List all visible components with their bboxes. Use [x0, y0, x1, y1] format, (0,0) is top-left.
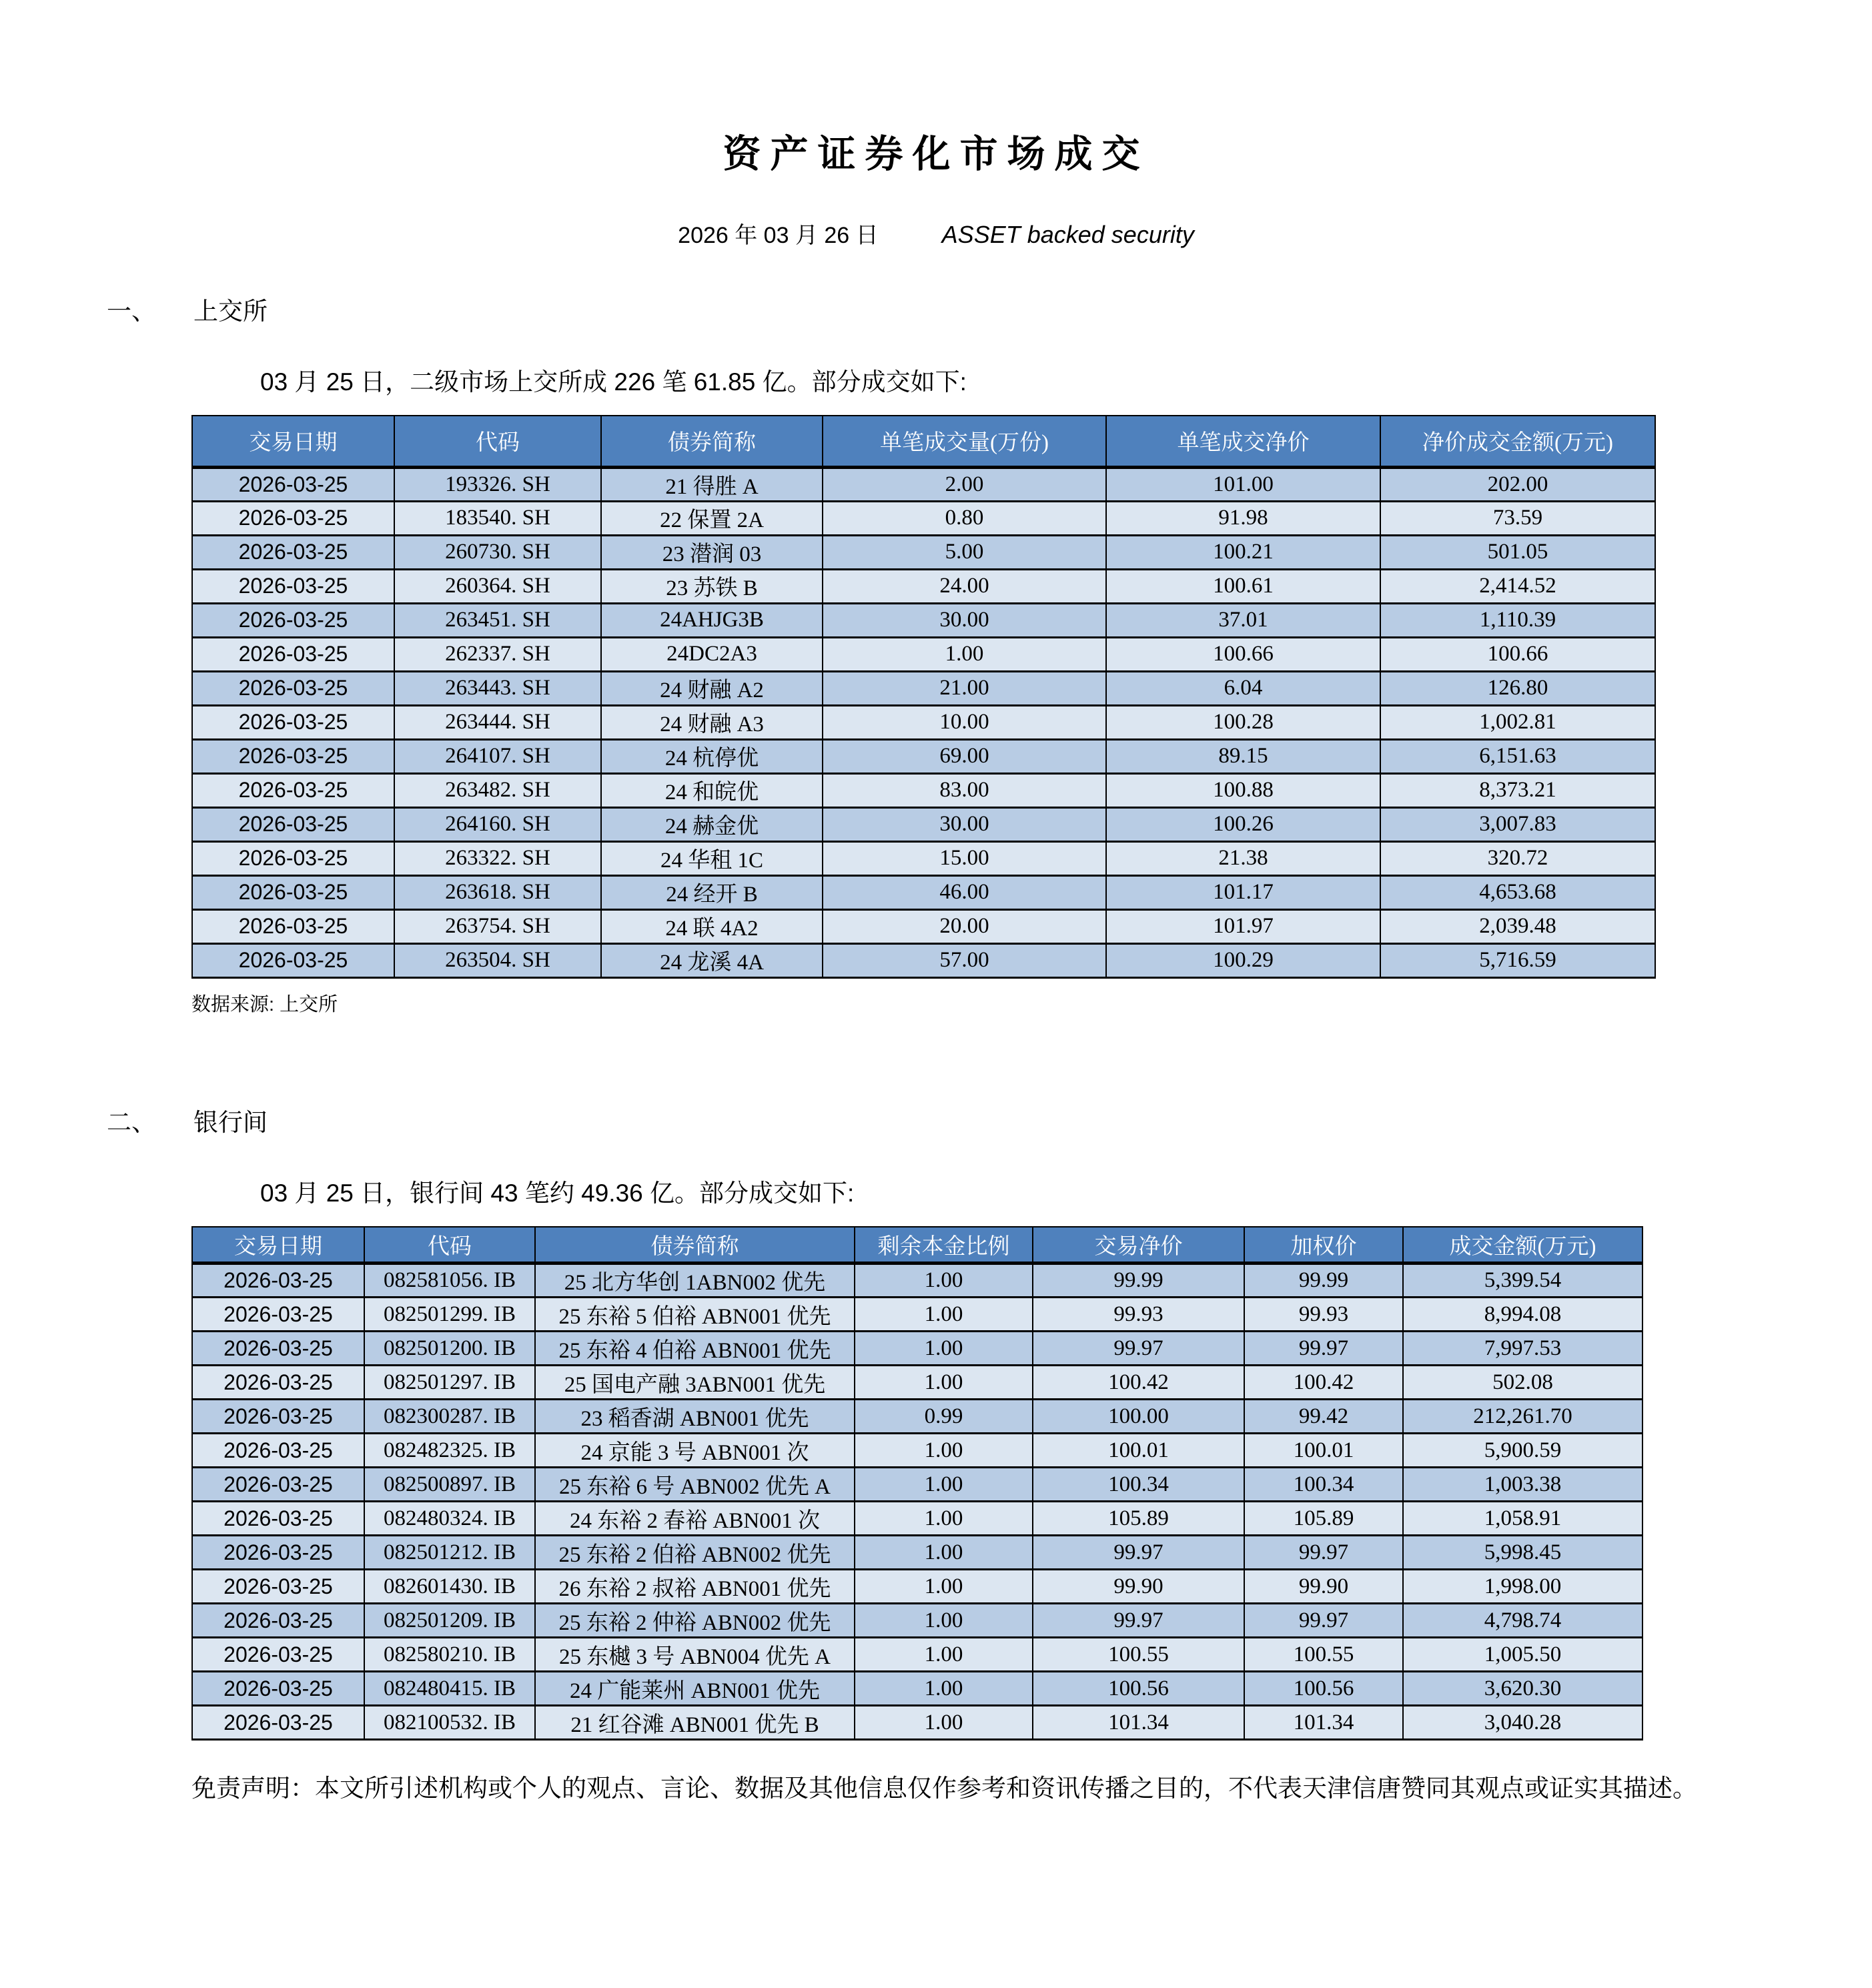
table-cell: 5,716.59	[1380, 943, 1655, 977]
table-cell: 082501212. IB	[364, 1536, 535, 1570]
table-cell: 263504. SH	[394, 943, 601, 977]
table-cell: 24 和皖优	[601, 773, 823, 807]
column-header: 债券简称	[535, 1227, 855, 1264]
table-cell: 100.55	[1244, 1638, 1403, 1672]
table-cell: 24 龙溪 4A	[601, 943, 823, 977]
column-header: 单笔成交量(万份)	[823, 416, 1106, 467]
table-row	[192, 1706, 1643, 1740]
table-cell: 99.99	[1244, 1264, 1403, 1298]
table-cell: 2026-03-25	[192, 1502, 364, 1536]
table-cell: 1.00	[855, 1672, 1033, 1706]
table-cell: 0.99	[855, 1400, 1033, 1434]
table-cell: 183540. SH	[394, 501, 601, 535]
table-cell: 2026-03-25	[192, 1264, 364, 1298]
section-2-heading	[107, 1102, 1872, 1138]
table-cell: 260730. SH	[394, 535, 601, 569]
table-cell: 3,040.28	[1403, 1706, 1643, 1740]
table-cell: 25 国电产融 3ABN001 优先	[535, 1366, 855, 1400]
table-cell: 21 得胜 A	[601, 467, 823, 501]
data-source-note: 数据来源: 上交所	[191, 993, 338, 1015]
table-cell: 24 杭停优	[601, 739, 823, 773]
table-cell: 082480324. IB	[364, 1502, 535, 1536]
section-1-heading	[107, 291, 1872, 327]
table-cell: 2026-03-25	[192, 1400, 364, 1434]
table-cell: 2026-03-25	[192, 841, 394, 875]
date-line	[0, 217, 1872, 250]
table-cell: 8,994.08	[1403, 1298, 1643, 1332]
table-cell: 3,620.30	[1403, 1672, 1643, 1706]
table-cell: 2026-03-25	[192, 501, 394, 535]
table-cell: 99.97	[1033, 1536, 1244, 1570]
table-cell: 2026-03-25	[192, 1536, 364, 1570]
table-cell: 1.00	[823, 637, 1106, 671]
table-cell: 100.00	[1033, 1400, 1244, 1434]
table-cell: 5,900.59	[1403, 1434, 1643, 1468]
column-header: 交易日期	[192, 1227, 364, 1264]
table-cell: 100.21	[1106, 535, 1380, 569]
table-row	[192, 1536, 1643, 1570]
table-cell: 24 华租 1C	[601, 841, 823, 875]
table-cell: 082482325. IB	[364, 1434, 535, 1468]
section-2-number: 二、	[107, 1108, 156, 1136]
table-cell: 25 东裕 2 仲裕 ABN002 优先	[535, 1604, 855, 1638]
table-cell: 100.56	[1244, 1672, 1403, 1706]
table-row	[192, 875, 1655, 909]
section-1-title: 上交所	[193, 298, 268, 325]
table-cell: 2026-03-25	[192, 467, 394, 501]
table-row	[192, 1298, 1643, 1332]
table-row	[192, 943, 1655, 977]
table-cell: 1.00	[855, 1536, 1033, 1570]
table-row	[192, 1366, 1643, 1400]
table-cell: 3,007.83	[1380, 807, 1655, 841]
table-row	[192, 705, 1655, 739]
column-header: 代码	[364, 1227, 535, 1264]
table-row	[192, 637, 1655, 671]
table-cell: 4,798.74	[1403, 1604, 1643, 1638]
table-cell: 263618. SH	[394, 875, 601, 909]
table-cell: 101.34	[1244, 1706, 1403, 1740]
table-cell: 2026-03-25	[192, 1638, 364, 1672]
table-cell: 2026-03-25	[192, 875, 394, 909]
column-header: 剩余本金比例	[855, 1227, 1033, 1264]
table-cell: 69.00	[823, 739, 1106, 773]
table-cell: 1.00	[855, 1434, 1033, 1468]
table-row	[192, 1332, 1643, 1366]
column-header: 加权价	[1244, 1227, 1403, 1264]
table-cell: 5,399.54	[1403, 1264, 1643, 1298]
table-cell: 2026-03-25	[192, 535, 394, 569]
table-cell: 57.00	[823, 943, 1106, 977]
table-cell: 99.99	[1033, 1264, 1244, 1298]
table-cell: 91.98	[1106, 501, 1380, 535]
table-cell: 101.97	[1106, 909, 1380, 943]
table-cell: 263451. SH	[394, 603, 601, 637]
table-cell: 2026-03-25	[192, 1298, 364, 1332]
table-cell: 1.00	[855, 1264, 1033, 1298]
table-cell: 24 广能莱州 ABN001 优先	[535, 1672, 855, 1706]
table-row	[192, 909, 1655, 943]
table-row	[192, 1502, 1643, 1536]
table-cell: 99.93	[1033, 1298, 1244, 1332]
table-cell: 24 财融 A3	[601, 705, 823, 739]
table-header-row	[192, 416, 1655, 467]
table-cell: 082100532. IB	[364, 1706, 535, 1740]
interbank-transactions-table	[191, 1226, 1643, 1741]
table-cell: 2026-03-25	[192, 773, 394, 807]
table-row	[192, 1400, 1643, 1434]
table-cell: 263322. SH	[394, 841, 601, 875]
table-cell: 100.34	[1033, 1468, 1244, 1502]
table-row	[192, 535, 1655, 569]
table-cell: 2026-03-25	[192, 1570, 364, 1604]
table-cell: 2026-03-25	[192, 705, 394, 739]
table-cell: 99.97	[1244, 1332, 1403, 1366]
table-cell: 101.00	[1106, 467, 1380, 501]
table-cell: 2026-03-25	[192, 637, 394, 671]
column-header: 债券简称	[601, 416, 823, 467]
table-cell: 2026-03-25	[192, 1706, 364, 1740]
table-cell: 25 东裕 4 伯裕 ABN001 优先	[535, 1332, 855, 1366]
table-cell: 89.15	[1106, 739, 1380, 773]
table-cell: 082501200. IB	[364, 1332, 535, 1366]
table-cell: 2,039.48	[1380, 909, 1655, 943]
table-cell: 1,110.39	[1380, 603, 1655, 637]
table-cell: 082300287. IB	[364, 1400, 535, 1434]
table-cell: 1,002.81	[1380, 705, 1655, 739]
table-cell: 25 东裕 5 伯裕 ABN001 优先	[535, 1298, 855, 1332]
table-cell: 101.17	[1106, 875, 1380, 909]
table-row	[192, 1468, 1643, 1502]
table-cell: 082601430. IB	[364, 1570, 535, 1604]
table-cell: 2026-03-25	[192, 909, 394, 943]
table-cell: 2,414.52	[1380, 569, 1655, 603]
table-cell: 1.00	[855, 1468, 1033, 1502]
table-cell: 263444. SH	[394, 705, 601, 739]
table-cell: 100.55	[1033, 1638, 1244, 1672]
table-cell: 99.97	[1244, 1604, 1403, 1638]
table-cell: 26 东裕 2 叔裕 ABN001 优先	[535, 1570, 855, 1604]
table-cell: 23 苏铁 B	[601, 569, 823, 603]
table-cell: 320.72	[1380, 841, 1655, 875]
table-cell: 2026-03-25	[192, 1332, 364, 1366]
table-cell: 126.80	[1380, 671, 1655, 705]
table-cell: 263482. SH	[394, 773, 601, 807]
table-cell: 2.00	[823, 467, 1106, 501]
table-cell: 24 经开 B	[601, 875, 823, 909]
table-cell: 20.00	[823, 909, 1106, 943]
column-header: 代码	[394, 416, 601, 467]
table-cell: 37.01	[1106, 603, 1380, 637]
table-cell: 502.08	[1403, 1366, 1643, 1400]
section-2-title: 银行间	[193, 1108, 268, 1136]
table-cell: 2026-03-25	[192, 943, 394, 977]
table-cell: 264160. SH	[394, 807, 601, 841]
report-date: 2026 年 03 月 26 日	[678, 223, 879, 248]
table-cell: 2026-03-25	[192, 671, 394, 705]
table-cell: 83.00	[823, 773, 1106, 807]
table-cell: 082500897. IB	[364, 1468, 535, 1502]
table-cell: 260364. SH	[394, 569, 601, 603]
table-cell: 082480415. IB	[364, 1672, 535, 1706]
table-cell: 100.01	[1033, 1434, 1244, 1468]
table-cell: 264107. SH	[394, 739, 601, 773]
table-cell: 105.89	[1033, 1502, 1244, 1536]
column-header: 成交金额(万元)	[1403, 1227, 1643, 1264]
table-header-row	[192, 1227, 1643, 1264]
table-cell: 082501299. IB	[364, 1298, 535, 1332]
table-cell: 0.80	[823, 501, 1106, 535]
section-1-paragraph: 03 月 25 日，二级市场上交所成 226 笔 61.85 亿。部分成交如下:	[260, 368, 967, 396]
table-cell: 082501209. IB	[364, 1604, 535, 1638]
table-cell: 100.66	[1380, 637, 1655, 671]
table-cell: 2026-03-25	[192, 1366, 364, 1400]
table-cell: 99.97	[1033, 1332, 1244, 1366]
table-cell: 99.97	[1244, 1536, 1403, 1570]
table-cell: 082580210. IB	[364, 1638, 535, 1672]
section-2-paragraph: 03 月 25 日，银行间 43 笔约 49.36 亿。部分成交如下:	[260, 1179, 855, 1207]
table-cell: 082501297. IB	[364, 1366, 535, 1400]
table-cell: 23 稻香湖 ABN001 优先	[535, 1400, 855, 1434]
table-cell: 100.26	[1106, 807, 1380, 841]
table-cell: 202.00	[1380, 467, 1655, 501]
table-cell: 1.00	[855, 1604, 1033, 1638]
table-cell: 4,653.68	[1380, 875, 1655, 909]
table-cell: 24 赫金优	[601, 807, 823, 841]
table-cell: 25 东樾 3 号 ABN004 优先 A	[535, 1638, 855, 1672]
section-1-number: 一、	[107, 298, 156, 325]
table-cell: 21 红谷滩 ABN001 优先 B	[535, 1706, 855, 1740]
table-row	[192, 501, 1655, 535]
table-cell: 501.05	[1380, 535, 1655, 569]
table-cell: 1.00	[855, 1570, 1033, 1604]
table-cell: 100.28	[1106, 705, 1380, 739]
table-cell: 24 财融 A2	[601, 671, 823, 705]
table-cell: 1.00	[855, 1298, 1033, 1332]
table-row	[192, 467, 1655, 501]
table-cell: 2026-03-25	[192, 1434, 364, 1468]
table-row	[192, 739, 1655, 773]
table-cell: 2026-03-25	[192, 569, 394, 603]
table-row	[192, 1264, 1643, 1298]
column-header: 单笔成交净价	[1106, 416, 1380, 467]
table-cell: 99.93	[1244, 1298, 1403, 1332]
table-row	[192, 773, 1655, 807]
table-cell: 5.00	[823, 535, 1106, 569]
table-row	[192, 603, 1655, 637]
table-cell: 1.00	[855, 1638, 1033, 1672]
table-cell: 1.00	[855, 1332, 1033, 1366]
table-cell: 25 北方华创 1ABN002 优先	[535, 1264, 855, 1298]
table-cell: 99.90	[1244, 1570, 1403, 1604]
table-cell: 100.42	[1033, 1366, 1244, 1400]
table-cell: 7,997.53	[1403, 1332, 1643, 1366]
table-cell: 100.61	[1106, 569, 1380, 603]
column-header: 交易日期	[192, 416, 394, 467]
table-cell: 100.88	[1106, 773, 1380, 807]
table-cell: 105.89	[1244, 1502, 1403, 1536]
table-cell: 5,998.45	[1403, 1536, 1643, 1570]
table-row	[192, 807, 1655, 841]
table-cell: 15.00	[823, 841, 1106, 875]
table-cell: 100.01	[1244, 1434, 1403, 1468]
table-cell: 212,261.70	[1403, 1400, 1643, 1434]
table-cell: 262337. SH	[394, 637, 601, 671]
disclaimer-text: 免责声明：本文所引述机构或个人的观点、言论、数据及其他信息仅作参考和资讯传播之目的，不代表天津信唐赞同其观点或证实其描述。	[191, 1775, 1697, 1802]
table-cell: 101.34	[1033, 1706, 1244, 1740]
table-cell: 99.97	[1033, 1604, 1244, 1638]
table-cell: 24AHJG3B	[601, 603, 823, 637]
table-cell: 193326. SH	[394, 467, 601, 501]
table-row	[192, 1434, 1643, 1468]
column-header: 净价成交金额(万元)	[1380, 416, 1655, 467]
table-cell: 30.00	[823, 603, 1106, 637]
table-cell: 24DC2A3	[601, 637, 823, 671]
table-row	[192, 841, 1655, 875]
table-cell: 1,998.00	[1403, 1570, 1643, 1604]
table-cell: 2026-03-25	[192, 1468, 364, 1502]
table-cell: 100.34	[1244, 1468, 1403, 1502]
table-cell: 263754. SH	[394, 909, 601, 943]
table-cell: 46.00	[823, 875, 1106, 909]
table-cell: 23 潜润 03	[601, 535, 823, 569]
table-cell: 24 东裕 2 春裕 ABN001 次	[535, 1502, 855, 1536]
table-cell: 2026-03-25	[192, 603, 394, 637]
table-row	[192, 1638, 1643, 1672]
table-cell: 25 东裕 2 伯裕 ABN002 优先	[535, 1536, 855, 1570]
table-cell: 21.38	[1106, 841, 1380, 875]
table-cell: 2026-03-25	[192, 1604, 364, 1638]
table-cell: 100.66	[1106, 637, 1380, 671]
table-row	[192, 569, 1655, 603]
table-cell: 8,373.21	[1380, 773, 1655, 807]
table-cell: 25 东裕 6 号 ABN002 优先 A	[535, 1468, 855, 1502]
table-row	[192, 1570, 1643, 1604]
table-row	[192, 1604, 1643, 1638]
table-row	[192, 1672, 1643, 1706]
column-header: 交易净价	[1033, 1227, 1244, 1264]
table-cell: 2026-03-25	[192, 739, 394, 773]
page-title: 资产证券化市场成交	[723, 133, 1149, 175]
table-cell: 1.00	[855, 1502, 1033, 1536]
report-subtitle: ASSET backed security	[941, 221, 1194, 248]
table-cell: 30.00	[823, 807, 1106, 841]
table-cell: 6.04	[1106, 671, 1380, 705]
table-cell: 99.90	[1033, 1570, 1244, 1604]
table-cell: 2026-03-25	[192, 1672, 364, 1706]
table-cell: 1,003.38	[1403, 1468, 1643, 1502]
table-cell: 24 联 4A2	[601, 909, 823, 943]
table-cell: 2026-03-25	[192, 807, 394, 841]
sse-transactions-table	[191, 415, 1656, 979]
table-cell: 99.42	[1244, 1400, 1403, 1434]
table-cell: 1.00	[855, 1366, 1033, 1400]
table-cell: 73.59	[1380, 501, 1655, 535]
table-cell: 082581056. IB	[364, 1264, 535, 1298]
table-cell: 10.00	[823, 705, 1106, 739]
table-cell: 1,058.91	[1403, 1502, 1643, 1536]
table-cell: 100.42	[1244, 1366, 1403, 1400]
table-cell: 1.00	[855, 1706, 1033, 1740]
table-cell: 22 保置 2A	[601, 501, 823, 535]
table-cell: 24 京能 3 号 ABN001 次	[535, 1434, 855, 1468]
table-cell: 1,005.50	[1403, 1638, 1643, 1672]
table-cell: 21.00	[823, 671, 1106, 705]
table-cell: 24.00	[823, 569, 1106, 603]
table-row	[192, 671, 1655, 705]
table-cell: 263443. SH	[394, 671, 601, 705]
table-cell: 100.29	[1106, 943, 1380, 977]
table-cell: 100.56	[1033, 1672, 1244, 1706]
table-cell: 6,151.63	[1380, 739, 1655, 773]
